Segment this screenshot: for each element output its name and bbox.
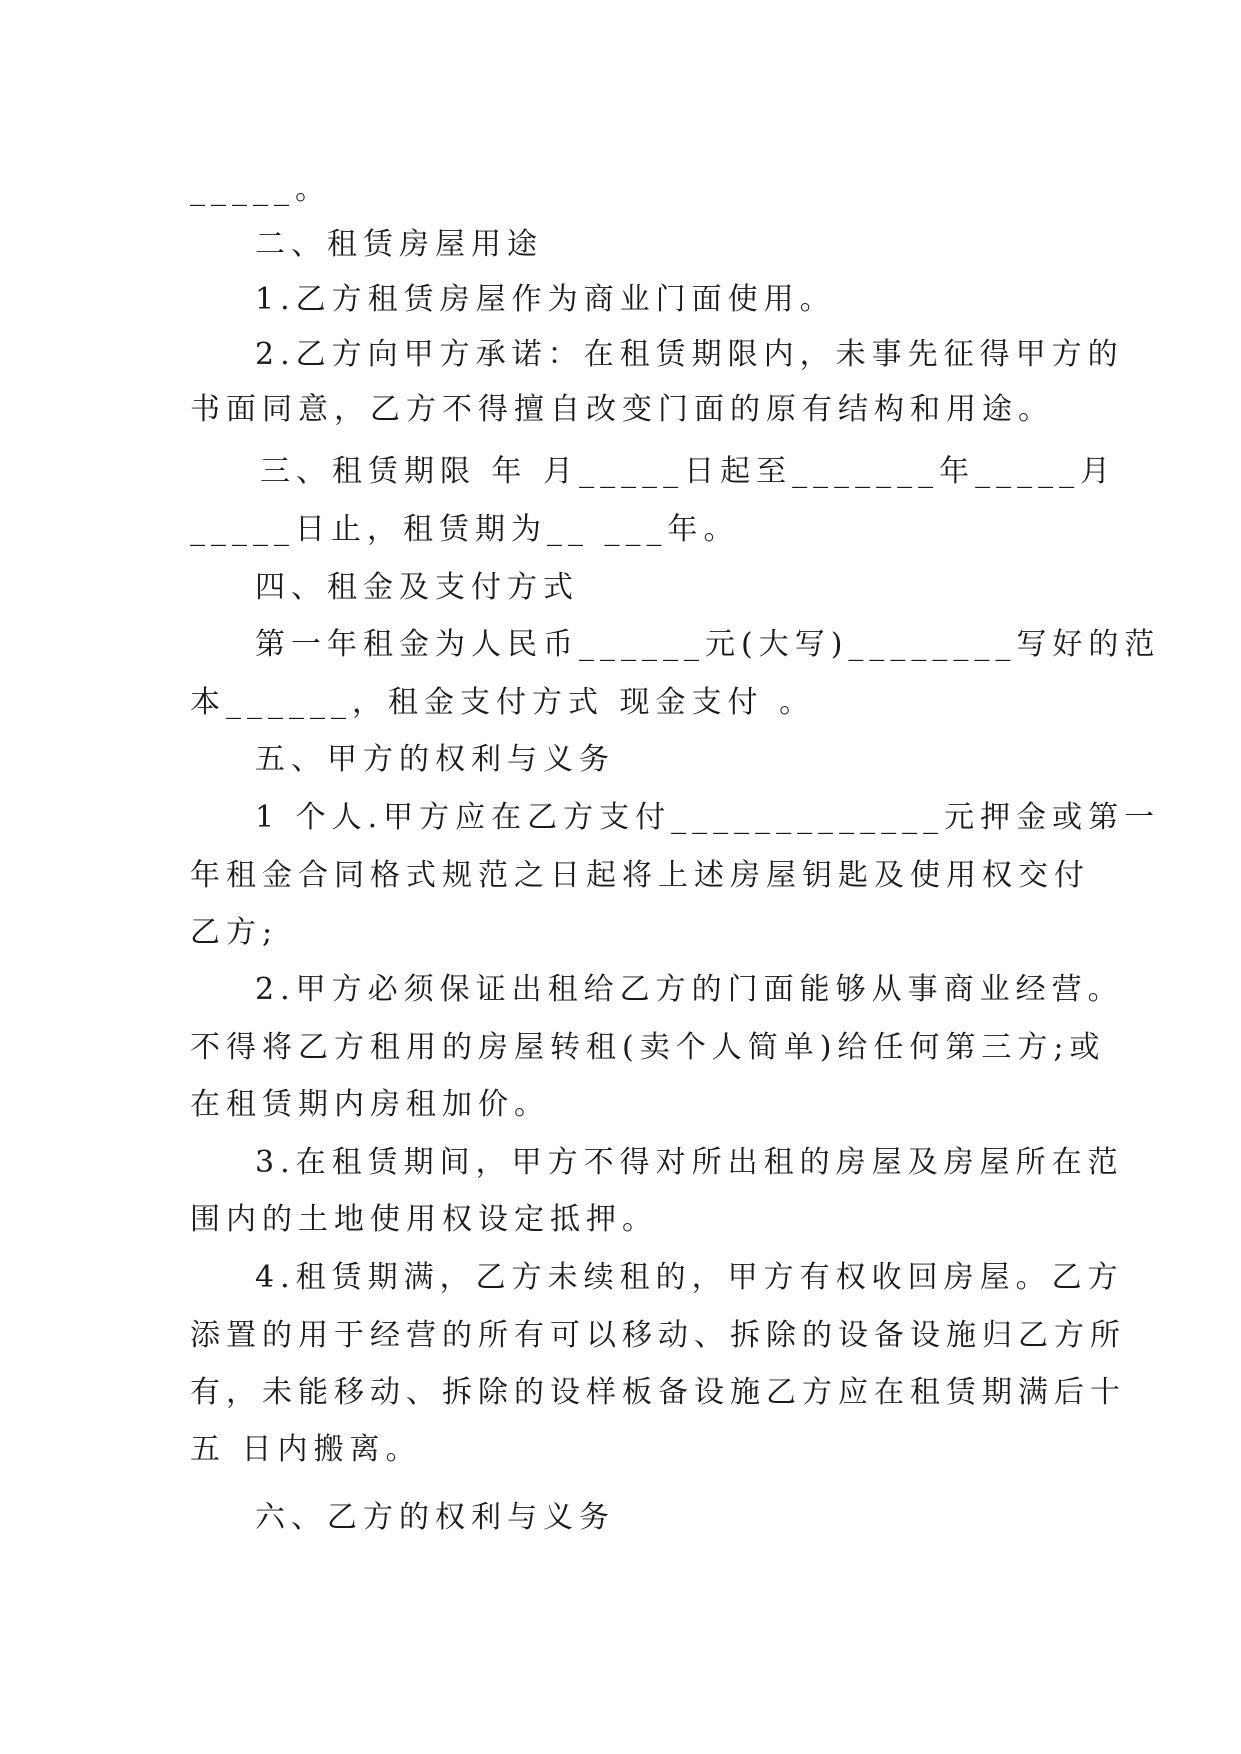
text-line-19: 围内的土地使用权设定抵押。	[190, 1202, 658, 1237]
text-line-22: 有，未能移动、拆除的设样板备设施乙方应在租赁期满后十	[190, 1375, 1126, 1410]
text-line-15: 2.甲方必须保证出租给乙方的门面能够从事商业经营。	[255, 972, 1124, 1007]
text-line-10: 本______，租金支付方式 现金支付 。	[190, 685, 816, 720]
text-line-9: 第一年租金为人民币______元(大写)________写好的范	[255, 627, 1161, 662]
text-line-18: 3.在租赁期间，甲方不得对所出租的房屋及房屋所在范	[255, 1145, 1124, 1180]
section-heading-6: 六、乙方的权利与义务	[255, 1500, 615, 1535]
text-line-16: 不得将乙方租用的房屋转租(卖个人简单)给任何第三方;或	[190, 1030, 1106, 1065]
section-heading-3: 三、租赁期限 年 月_____日起至_______年_____月	[260, 454, 1117, 489]
text-line-21: 添置的用于经营的所有可以移动、拆除的设备设施归乙方所	[190, 1318, 1126, 1353]
text-line-4: 2.乙方向甲方承诺：在租赁期限内，未事先征得甲方的	[255, 337, 1124, 372]
text-line-23: 五 日内搬离。	[190, 1432, 422, 1467]
text-line-3: 1.乙方租赁房屋作为商业门面使用。	[255, 282, 836, 317]
text-line-13: 年租金合同格式规范之日起将上述房屋钥匙及使用权交付	[190, 858, 1090, 893]
section-heading-4: 四、租金及支付方式	[255, 570, 579, 605]
text-line-12: 1 个人.甲方应在乙方支付_____________元押金或第一	[255, 800, 1161, 835]
section-heading-2: 二、租赁房屋用途	[255, 227, 543, 262]
text-line-7: _____日止，租赁期为__ ___年。	[190, 512, 740, 547]
text-line-5: 书面同意，乙方不得擅自改变门面的原有结构和用途。	[190, 392, 1054, 427]
text-line-1: _____。	[190, 172, 331, 207]
text-line-20: 4.租赁期满，乙方未续租的，甲方有权收回房屋。乙方	[255, 1260, 1124, 1295]
text-line-17: 在租赁期内房租加价。	[190, 1087, 550, 1122]
text-line-14: 乙方;	[190, 915, 279, 950]
section-heading-5: 五、甲方的权利与义务	[255, 742, 615, 777]
